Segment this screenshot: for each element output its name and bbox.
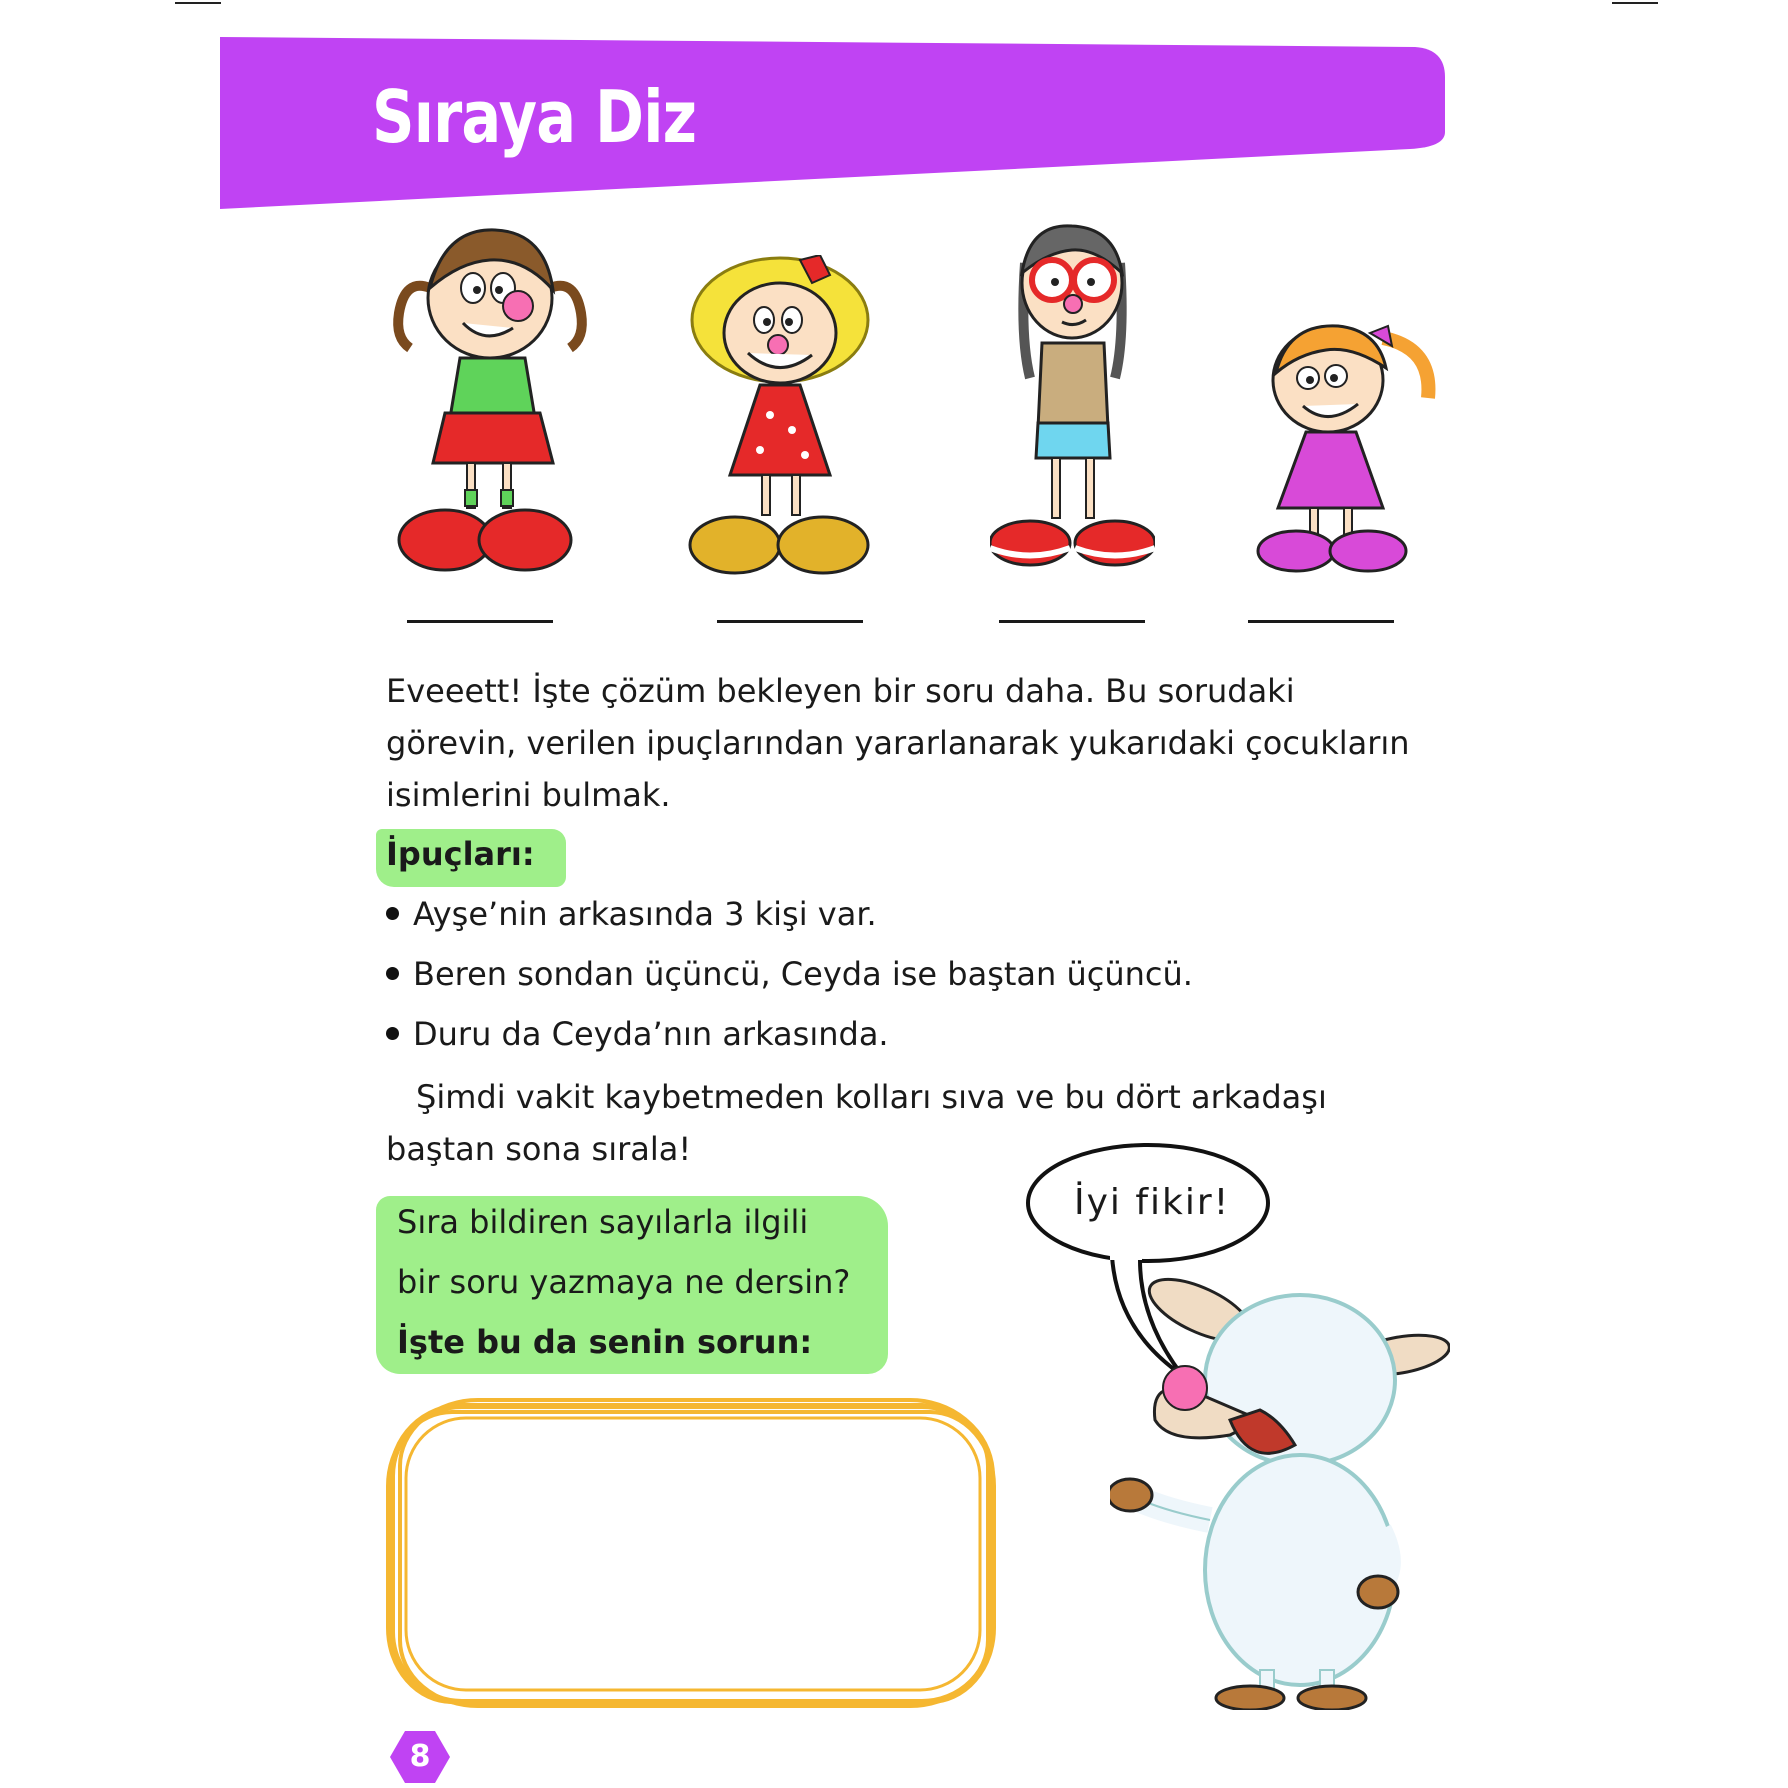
sheep-icon [1110, 1270, 1450, 1710]
closing-line: baştan sona sırala! [386, 1130, 692, 1168]
name-blank-3[interactable] [999, 620, 1145, 623]
title-banner [220, 37, 1445, 209]
clue-item [386, 1015, 889, 1053]
answer-box[interactable] [384, 1394, 1004, 1719]
name-blank-1[interactable] [407, 620, 553, 623]
name-blank-4[interactable] [1248, 620, 1394, 623]
bullet-icon [386, 967, 399, 980]
task-line: Sıra bildiren sayılarla ilgili [397, 1203, 809, 1241]
page-title: Sıraya Diz [372, 75, 697, 159]
crop-mark-left [175, 2, 221, 4]
speech-bubble-text: İyi fikir! [1074, 1182, 1231, 1223]
girl-ponytail-icon [1248, 318, 1438, 573]
clue-text: Beren sondan üçüncü, Ceyda ise baştan üçüncü. [413, 955, 1193, 993]
page-number: 8 [409, 1739, 431, 1774]
hints-title: İpuçları: [386, 835, 535, 873]
clue-item [386, 955, 1193, 993]
task-line: bir soru yazmaya ne dersin? [397, 1263, 851, 1301]
intro-line: Eveeett! İşte çözüm bekleyen bir soru daha. Bu sorudaki [386, 672, 1295, 710]
girl-glasses-icon [990, 218, 1155, 573]
closing-line: Şimdi vakit kaybetmeden kolları sıva ve bu dört arkadaşı [416, 1078, 1327, 1116]
intro-paragraph [386, 665, 1410, 821]
page-number-badge [390, 1731, 450, 1783]
clue-item [386, 895, 877, 933]
girl-curly-blonde-icon [680, 255, 880, 575]
bullet-icon [386, 1027, 399, 1040]
intro-line: isimlerini bulmak. [386, 776, 671, 814]
task-bold-line: İşte bu da senin sorun: [397, 1323, 813, 1361]
intro-line: görevin, verilen ipuçlarından yararlanarak yukarıdaki çocukların [386, 724, 1410, 762]
clue-text: Ayşe’nin arkasında 3 kişi var. [413, 895, 877, 933]
bullet-icon [386, 907, 399, 920]
name-blank-2[interactable] [717, 620, 863, 623]
girl-green-shirt-icon [385, 218, 595, 573]
crop-mark-right [1612, 2, 1658, 4]
clue-text: Duru da Ceyda’nın arkasında. [413, 1015, 889, 1053]
